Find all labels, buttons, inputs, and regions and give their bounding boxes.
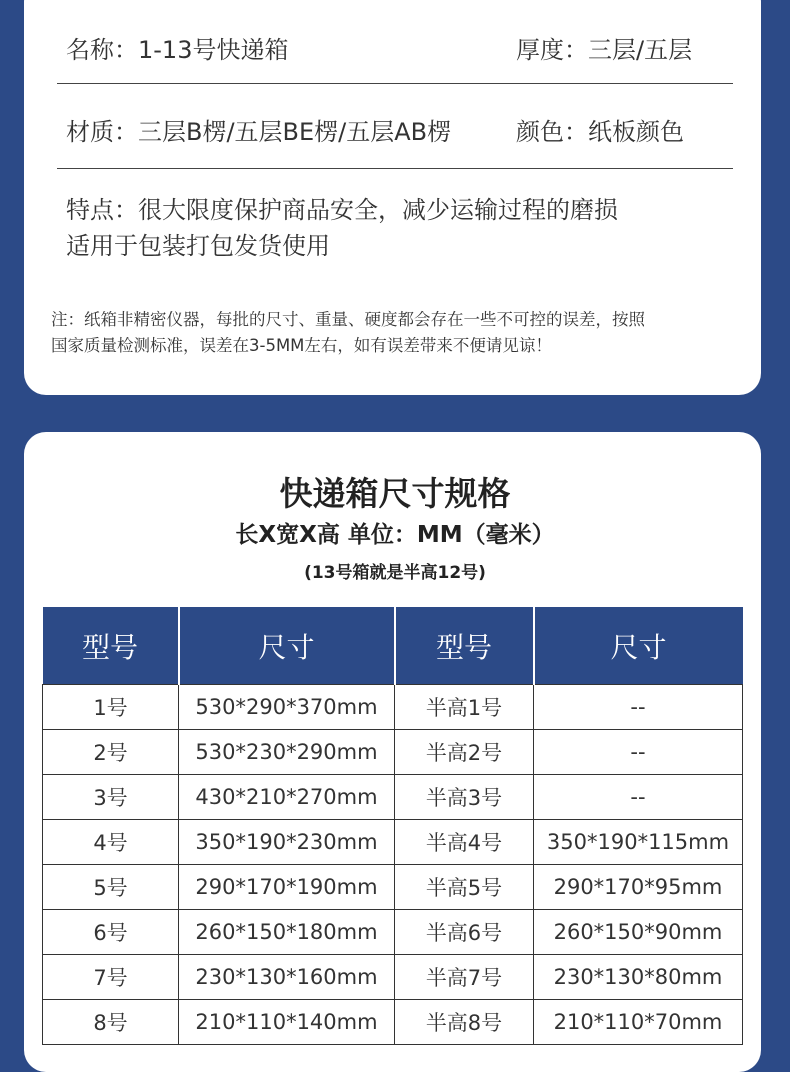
size-cell: 430*210*270mm [179,775,395,820]
note-line: 注：纸箱非精密仪器，每批的尺寸、重量、硬度都会存在一些不可控的误差，按照 [51,310,645,329]
size-cell: 350*190*115mm [534,820,743,865]
model-cell: 2号 [43,730,179,775]
model-cell: 3号 [43,775,179,820]
table-row [43,685,743,730]
model-cell: 半高3号 [395,775,534,820]
size-cell: -- [534,775,743,820]
feature-line: 适用于包装打包发货使用 [66,232,330,260]
header-size: 尺寸 [534,607,743,685]
name-label: 名称：1-13号快递箱 [66,36,289,64]
model-cell: 半高6号 [395,910,534,955]
size-cell: 290*170*190mm [179,865,395,910]
spec-row-material [66,112,732,147]
feature-text [66,192,618,264]
color-label: 颜色：纸板颜色 [516,118,684,146]
table-row [43,865,743,910]
size-cell: 210*110*70mm [534,1000,743,1045]
model-cell: 6号 [43,910,179,955]
table-row [43,955,743,1000]
feature-line: 特点：很大限度保护商品安全，减少运输过程的磨损 [66,196,618,224]
size-cell: -- [534,685,743,730]
note-line: 国家质量检测标准，误差在3-5MM左右，如有误差带来不便请见谅！ [51,336,552,355]
model-cell: 7号 [43,955,179,1000]
size-cell: 260*150*180mm [179,910,395,955]
section-note: (13号箱就是半高12号) [304,563,486,583]
header-model: 型号 [395,607,534,685]
size-cell: 530*290*370mm [179,685,395,730]
section-title: 快递箱尺寸规格 [279,474,511,513]
divider [57,83,733,84]
model-cell: 半高1号 [395,685,534,730]
thickness-label: 厚度：三层/五层 [516,36,693,64]
table-row [43,730,743,775]
size-cell: 260*150*90mm [534,910,743,955]
table-row [43,820,743,865]
spec-row-name [66,30,732,65]
table-header-row [43,607,743,685]
table-row [43,910,743,955]
disclaimer-note [51,307,741,359]
table-row [43,775,743,820]
size-cell: 210*110*140mm [179,1000,395,1045]
size-cell: -- [534,730,743,775]
size-cell: 350*190*230mm [179,820,395,865]
model-cell: 4号 [43,820,179,865]
table-row [43,1000,743,1045]
model-cell: 半高4号 [395,820,534,865]
size-cell: 290*170*95mm [534,865,743,910]
model-cell: 半高5号 [395,865,534,910]
model-cell: 5号 [43,865,179,910]
model-cell: 半高7号 [395,955,534,1000]
model-cell: 8号 [43,1000,179,1045]
size-table [42,607,743,1045]
divider [57,168,733,169]
header-size: 尺寸 [179,607,395,685]
model-cell: 1号 [43,685,179,730]
header-model: 型号 [43,607,179,685]
size-cell: 230*130*160mm [179,955,395,1000]
model-cell: 半高2号 [395,730,534,775]
size-cell: 230*130*80mm [534,955,743,1000]
material-label: 材质：三层B楞/五层BE楞/五层AB楞 [66,118,452,146]
section-subtitle: 长X宽X高 单位：MM（毫米） [235,522,555,548]
size-cell: 530*230*290mm [179,730,395,775]
model-cell: 半高8号 [395,1000,534,1045]
